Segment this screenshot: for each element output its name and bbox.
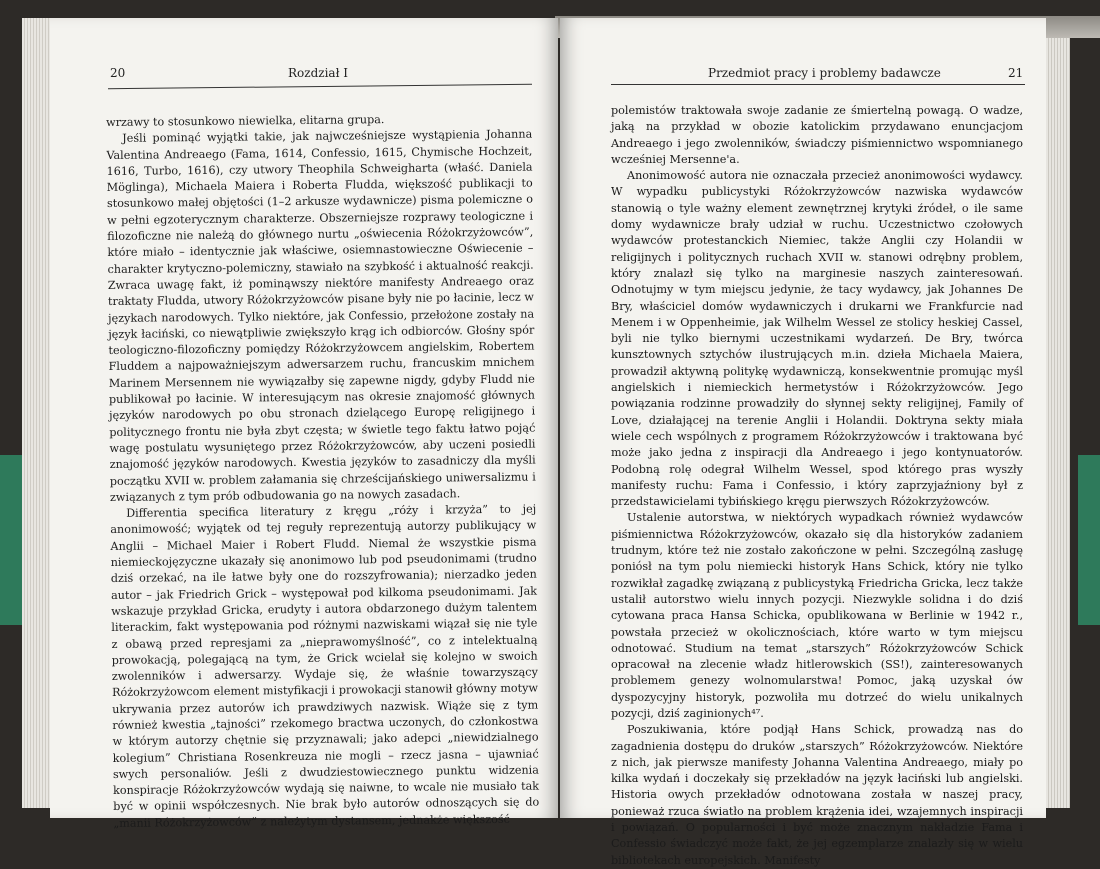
paragraph: Ustalenie autorstwa, w niektórych wypadkach również wydawców piśmiennictwa Różokrzyżowców, okazało się dla historyków zadaniem trudnym, które też nie zostało zakończone w pełni. Szczególną zasługę poniósł na tym polu niemiecki historyk Hans Schick, który nie tylko rozwikłał zagadkę związaną z publicystyką Friedricha Gricka, lecz także ustalił autorstwo wielu innych pozycji. Niezwykle solidna i do dziś cytowana praca Hansa Schicka, opublikowana w Berlinie w 1942 r., powstała przecież w okolicznościach, które warto w tym miejscu odnotować. Studium na temat „starszych” Różokrzyżowców Schick opracował na zlecenie władz hitlerowskich (SS!), zainteresowanych problemem genezy wolnomularstwa! Pomoc, jaką uzyskał ów dyspozycyjny historyk, pozwoliła mu dotrzeć do wielu unikalnych pozycji, dziś zaginionych⁴⁷. (611, 511, 1023, 720)
body-text (611, 103, 1023, 869)
paragraph: wrzawy to stosunkowo niewielka, elitarna grupa. (106, 113, 385, 129)
page-edges-left (22, 18, 52, 808)
left-page (50, 18, 558, 830)
right-page (560, 18, 1046, 867)
running-head: Rozdział I (288, 66, 349, 80)
paragraph: Poszukiwania, które podjął Hans Schick, prowadzą nas do zagadnienia dostępu do druków „starszych” Różokrzyżowców. Niektóre z nich, jak pierwsze manifesty Johanna Valentina Andreaego, miały po kilka wydań i doczekały się przekładów na język łaciński lub angielski. Historia owych przekładów odnotowana została w naszej pracy, ponieważ rzuca światło na problem krążenia idei, wzajemnych inspiracji i powiązań. O popularności i być może znacznym nakładzie Fama i Confessio świadczyć może fakt, że jej egzemplarze znalazły się w wielu bibliotekach europejskich. Manifesty (611, 723, 1023, 867)
page-number: 21 (1008, 66, 1024, 80)
paragraph: Jeśli pominąć wyjątki takie, jak najwcześniejsze wystąpienia Johanna Valentina Andreaego (Fama, 1614, Confessio, 1615, Chymische Hochzeit, 1616, Turbo, 1616), czy utwory Theophila Schweigharta (właść. Daniela Möglinga), Michaela Maiera i Roberta Fludda, większość publikacji to stosunkowo małej objętości (1–2 arkusze wydawnicze) pisma polemiczne o w pełni egzoterycznym charakterze. Obszerniejsze rozprawy teologiczne i filozoficzne nie należą do głównego nurtu „oświecenia Różokrzyżowców”, które miało – identycznie jak właściwe, osiemnastowieczne Oświecenie – charakter krytyczno-polemiczny, stawiało na szybkość i aktualność reakcji. Zwraca uwagę fakt, iż pominąwszy niektóre manifesty Andreaego oraz traktaty Fludda, utwory Różokrzyżowców pisane były nie po łacinie, lecz w językach narodowych. Tylko niektóre, jak Confessio, przełożone zostały na język łaciński, co niewątpliwie zwiększyło krąg ich odbiorców. Głośny spór teologiczno-filozoficzny pomiędzy Różokrzyżowcem angielskim, Robertem Fluddem a najpoważniejszym adwersarzem ruchu, francuskim mnichem Marinem Mersennem nie wywiązałby się zapewne nigdy, gdyby Fludd nie publikował po łacinie. W interesującym nas okresie znajomość głównych języków narodowych po obu stronach dzielącego Europę religijnego i politycznego frontu nie była zbyt częsta; w świetle tego faktu łatwo pojąć wagę postulatu wysuniętego przez Różokrzyżowców, aby uczeni posiedli znajomość języków narodowych. Kwestia języków to zasadniczy dla myśli początku XVII w. problem załamania się chrześcijańskiego uniwersalizmu i związanych z tym prób odbudowania go na nowych zasadach. (106, 127, 536, 504)
header-rule (108, 84, 532, 89)
running-head: Przedmiot pracy i problemy badawcze (708, 66, 941, 80)
page-number: 20 (110, 66, 126, 80)
body-text (106, 111, 539, 832)
paragraph: polemistów traktowała swoje zadanie ze śmiertelną powagą. O wadze, jaką na przykład w obozie katolickim przydawano enuncjacjom Andreaego i jego zwolenników, świadczy piśmiennictwo wspomnianego wcześniej Mersenne'a. (611, 104, 1023, 166)
green-background-strip (0, 455, 22, 625)
green-background-strip (1078, 455, 1100, 625)
paragraph: Anonimowość autora nie oznaczała przecież anonimowości wydawcy. W wypadku publicystyki Różokrzyżowców nazwiska wydawców stanowią o tyle ważny element zewnętrznej krytyki źródeł, o ile same domy wydawnicze brały udział w ruchu. Uczestnictwo czołowych wydawców protestanckich Niemiec, także Anglii czy Holandii w religijnych i politycznych ruchach XVII w. stanowi odrębny problem, który znalazł się tylko na marginesie naszych zainteresowań. Odnotujmy w tym miejscu jedynie, że tacy wydawcy, jak Johannes De Bry, właściciel domów wydawniczych i drukarni we Frankfurcie nad Menem i w Oppenheimie, jak Wilhelm Wessel ze stolicy heskiej Cassel, byli nie tylko biernymi uczestnikami wydarzeń. De Bry, twórca kunsztownych sztychów ilustrujących m.in. dzieła Michaela Maiera, prowadził aktywną politykę wydawniczą, konsekwentnie promując myśl angielskich i niemieckich hermetystów i Różokrzyżowców. Jego powiązania rodzinne prowadziły do słynnej sekty religijnej, Family of Love, działającej na terenie Anglii i Holandii. Doktryna sekty miała wiele cech wspólnych z programem Różokrzyżowców i traktowana być może jako jedna z inspiracji dla Andreaego i jego kontynuatorów. Podobną rolę odegrał Wilhelm Wessel, spod którego pras wyszły manifesty ruchu: Fama i Confessio, i który zaprzyjaźniony był z przedstawicielami tybińskiego kręgu pierwszych Różokrzyżowców. (611, 169, 1023, 509)
paragraph: Differentia specifica literatury z kręgu „róży i krzyża” to jej anonimowość; wyjątek od tej reguły reprezentują autorzy publikujący w Anglii – Michael Maier i Robert Fludd. Niemal że wszystkie pisma niemieckojęzyczne ukazały się anonimowo lub pod pseudonimami (trudno dziś orzekać, na ile łatwe były one do rozszyfrowania); nierzadko jeden autor – jak Friedrich Grick – występował pod kilkoma pseudonimami. Jak wskazuje przykład Gricka, erudyty i autora obdarzonego dużym talentem literackim, fakt występowania pod różnymi nazwiskami wiązał się nie tyle z obawą przed represjami za „nieprawomyślność”, co z intelektualną prowokacją, polegającą na tym, że Grick wcielał się kolejno w swoich zwolenników i adwersarzy. Wydaje się, że właśnie towarzyszący Różokrzyżowcom element mistyfikacji i prowokacji stanowił główny motyw ukrywania przez autorów ich prawdziwych nazwisk. Wiąże się z tym również kwestia „tajności” rzekomego bractwa uczonych, do członkostwa w którym autorzy chętnie się przyznawali; jako adepci „niewidzialnego kolegium” Christiana Rosenkreuza nie mogli – rzecz jasna – ujawniać swych personaliów. Jeśli z dwudziestowiecznego punktu widzenia konspiracje Różokrzyżowców wydają się naiwne, to wcale nie musiało tak być w opinii współczesnych. Nie brak było autorów odnoszących się do „manii Różokrzyżowców” z należytym dystansem, jednakże większość (110, 502, 540, 830)
header-rule (611, 84, 1025, 85)
